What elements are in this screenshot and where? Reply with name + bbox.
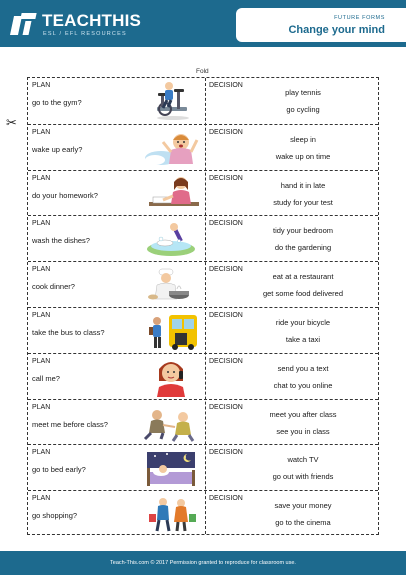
decision-option-2: go out with friends (272, 472, 334, 482)
plan-label: PLAN (32, 357, 51, 365)
card-row (28, 399, 378, 445)
copyright-text: Teach-This.com © 2017 Permission granted to reproduce for classroom use. (110, 560, 296, 566)
shopping-illustration (141, 494, 201, 534)
plan-label: PLAN (32, 312, 51, 319)
plan-label: PLAN (32, 128, 51, 136)
decision-label: DECISION (209, 312, 243, 319)
plan-question: take the bus to class? (32, 328, 105, 337)
decision-option-1: hand it in late (280, 180, 326, 190)
plan-question: cook dinner? (32, 282, 75, 292)
card-row (28, 307, 378, 353)
decision-option-1: play tennis (285, 88, 321, 97)
plan-question: wake up early? (32, 144, 83, 154)
card-row (28, 353, 378, 399)
plan-question: go shopping? (32, 511, 78, 521)
header (0, 0, 406, 47)
decision-label: DECISION (209, 220, 243, 228)
decision-option-2: wake up on time (275, 151, 331, 161)
decision-label: DECISION (209, 82, 243, 89)
plan-label: PLAN (32, 82, 51, 89)
card-grid (27, 77, 379, 535)
decision-option-1: eat at a restaurant (272, 272, 334, 282)
plan-label: PLAN (32, 449, 51, 457)
card-row (28, 215, 378, 261)
card-row (28, 78, 378, 124)
footer (0, 551, 406, 575)
card-row (28, 490, 378, 536)
decision-option-1: ride your bicycle (275, 318, 331, 327)
phone-call-illustration (141, 357, 201, 397)
card-row (28, 444, 378, 490)
decision-label: DECISION (209, 174, 243, 182)
decision-option-2: get some food delivered (262, 289, 344, 299)
homework-illustration (141, 174, 201, 214)
title-panel (236, 8, 406, 42)
decision-label: DECISION (209, 495, 243, 503)
card-row (28, 261, 378, 307)
plan-question: wash the dishes? (32, 236, 90, 246)
decision-option-2: take a taxi (285, 335, 321, 344)
bed-illustration (141, 448, 201, 488)
plan-label: PLAN (32, 403, 51, 411)
decision-label: DECISION (209, 357, 243, 365)
decision-option-2: go cycling (286, 105, 320, 114)
waking-up-illustration (141, 128, 201, 168)
plan-label: PLAN (32, 266, 51, 274)
decision-option-2: chat to you online (273, 380, 333, 390)
decision-option-1: sleep in (290, 134, 316, 144)
plan-question: go to bed early? (32, 465, 86, 475)
decision-option-2: see you in class (276, 426, 330, 436)
logo-subtitle: ESL / EFL RESOURCES (43, 31, 127, 37)
plan-question: do your homework? (32, 190, 98, 200)
decision-option-1: meet you after class (269, 409, 337, 419)
dish-washing-illustration (141, 219, 201, 259)
worksheet-category: FUTURE FORMS (334, 15, 385, 21)
decision-option-1: tidy your bedroom (272, 226, 334, 236)
decision-option-1: watch TV (287, 455, 319, 465)
decision-option-1: save your money (274, 501, 332, 511)
decision-option-2: go to the cinema (275, 518, 331, 528)
decision-label: DECISION (209, 449, 243, 457)
decision-option-1: send you a text (277, 363, 329, 373)
plan-label: PLAN (32, 220, 51, 228)
friends-meeting-illustration (141, 403, 201, 443)
decision-option-2: study for your test (273, 197, 333, 207)
worksheet-title: Change your mind (288, 24, 385, 36)
fold-label: Fold (196, 68, 209, 75)
plan-question: go to the gym? (32, 98, 82, 107)
logo-icon (12, 13, 38, 37)
exercise-bike-illustration (141, 81, 201, 121)
logo (12, 12, 141, 38)
card-row (28, 124, 378, 170)
cooking-illustration (141, 265, 201, 305)
logo-name: TEACHTHIS (42, 11, 142, 30)
decision-option-2: do the gardening (274, 243, 332, 253)
plan-question: meet me before class? (32, 419, 108, 429)
decision-label: DECISION (209, 128, 243, 136)
bus-stop-illustration (141, 311, 201, 351)
plan-label: PLAN (32, 174, 51, 182)
decision-label: DECISION (209, 403, 243, 411)
plan-question: call me? (32, 373, 60, 383)
scissors-icon: ✂ (6, 115, 17, 130)
plan-label: PLAN (32, 495, 51, 503)
card-row (28, 170, 378, 216)
decision-label: DECISION (209, 266, 243, 274)
